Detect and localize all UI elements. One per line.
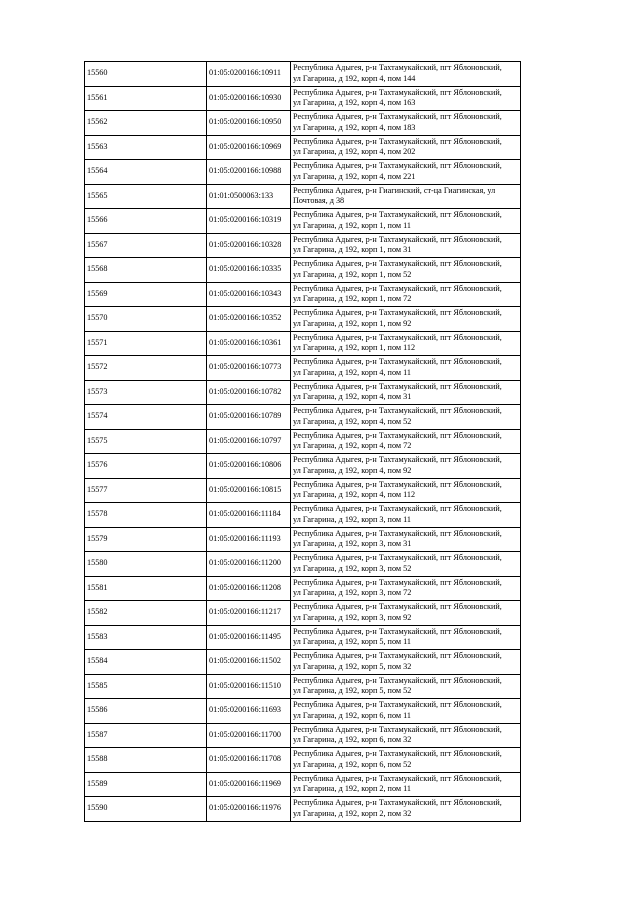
row-number: 15561 [85,86,207,111]
address-cell [291,478,521,503]
cadastral-number: 01:05:0200166:11700 [207,723,291,748]
row-number: 15565 [85,184,207,209]
row-number: 15568 [85,258,207,283]
address-line-1: Республика Адыгея, р-н Тахтамукайский, пгт Яблоновский, [293,626,502,636]
address-line-2: ул Гагарина, д 192, корп 1, пом 92 [293,318,412,328]
address-line-2: ул Гагарина, д 192, корп 6, пом 11 [293,710,411,720]
address-line-1: Республика Адыгея, р-н Тахтамукайский, пгт Яблоновский, [293,504,502,514]
row-number: 15578 [85,503,207,528]
row-number: 15586 [85,699,207,724]
row-number: 15562 [85,111,207,136]
address-line-1: Республика Адыгея, р-н Тахтамукайский, пгт Яблоновский, [293,700,502,710]
table-row [85,307,521,332]
address-line-2: ул Гагарина, д 192, корп 2, пом 11 [293,784,411,794]
table-row [85,478,521,503]
address-cell [291,429,521,454]
row-number: 15582 [85,601,207,626]
address-line-1: Республика Адыгея, р-н Тахтамукайский, пгт Яблоновский, [293,749,502,759]
address-cell [291,674,521,699]
table-row [85,527,521,552]
row-number: 15574 [85,405,207,430]
table-row [85,160,521,185]
row-number: 15566 [85,209,207,234]
row-number: 15567 [85,233,207,258]
cadastral-number: 01:05:0200166:11200 [207,552,291,577]
cadastral-number: 01:05:0200166:10319 [207,209,291,234]
cadastral-number: 01:05:0200166:11708 [207,748,291,773]
table-row [85,576,521,601]
address-line-2: ул Гагарина, д 192, корп 4, пом 112 [293,490,416,500]
address-cell [291,723,521,748]
address-cell [291,160,521,185]
cadastral-number: 01:05:0200166:10343 [207,282,291,307]
address-cell [291,601,521,626]
table-row [85,772,521,797]
row-number: 15579 [85,527,207,552]
cadastral-number: 01:05:0200166:10930 [207,86,291,111]
cadastral-number: 01:05:0200166:11969 [207,772,291,797]
address-cell [291,748,521,773]
address-line-2: ул Гагарина, д 192, корп 1, пом 112 [293,343,416,353]
address-line-2: ул Гагарина, д 192, корп 2, пом 32 [293,808,412,818]
address-cell [291,576,521,601]
address-line-2: ул Гагарина, д 192, корп 1, пом 52 [293,269,412,279]
address-line-1: Республика Адыгея, р-н Тахтамукайский, пгт Яблоновский, [293,651,502,661]
cadastral-number: 01:05:0200166:10969 [207,135,291,160]
table-row [85,282,521,307]
table-row [85,454,521,479]
address-line-1: Республика Адыгея, р-н Тахтамукайский, пгт Яблоновский, [293,479,502,489]
address-cell [291,527,521,552]
address-line-2: ул Гагарина, д 192, корп 3, пом 31 [293,539,412,549]
address-cell [291,552,521,577]
row-number: 15585 [85,674,207,699]
cadastral-number: 01:05:0200166:10806 [207,454,291,479]
address-line-1: Республика Адыгея, р-н Гиагинский, ст-ца Гиагинская, ул [293,185,496,195]
cadastral-number: 01:01:0500063:133 [207,184,291,209]
address-line-1: Республика Адыгея, р-н Тахтамукайский, пгт Яблоновский, [293,430,502,440]
row-number: 15571 [85,331,207,356]
address-line-1: Республика Адыгея, р-н Тахтамукайский, пгт Яблоновский, [293,161,502,171]
row-number: 15564 [85,160,207,185]
address-line-1: Республика Адыгея, р-н Тахтамукайский, пгт Яблоновский, [293,308,502,318]
table-row [85,331,521,356]
address-cell [291,135,521,160]
address-cell [291,405,521,430]
cadastral-number: 01:05:0200166:11208 [207,576,291,601]
cadastral-number: 01:05:0200166:10352 [207,307,291,332]
table-row [85,62,521,87]
table-row [85,723,521,748]
address-line-2: ул Гагарина, д 192, корп 4, пом 183 [293,122,416,132]
address-line-2: ул Гагарина, д 192, корп 4, пом 52 [293,416,412,426]
address-line-1: Республика Адыгея, р-н Тахтамукайский, пгт Яблоновский, [293,87,502,97]
table-row [85,111,521,136]
address-line-1: Республика Адыгея, р-н Тахтамукайский, пгт Яблоновский, [293,602,502,612]
address-line-2: ул Гагарина, д 192, корп 6, пом 52 [293,759,412,769]
address-line-1: Республика Адыгея, р-н Тахтамукайский, пгт Яблоновский, [293,259,502,269]
address-line-2: ул Гагарина, д 192, корп 4, пом 92 [293,465,412,475]
cadastral-number: 01:05:0200166:10950 [207,111,291,136]
address-cell [291,797,521,822]
cadastral-number: 01:05:0200166:11495 [207,625,291,650]
cadastral-number: 01:05:0200166:11693 [207,699,291,724]
row-number: 15573 [85,380,207,405]
table-row [85,797,521,822]
address-line-1: Республика Адыгея, р-н Тахтамукайский, пгт Яблоновский, [293,112,502,122]
table-row [85,552,521,577]
row-number: 15569 [85,282,207,307]
address-line-1: Республика Адыгея, р-н Тахтамукайский, пгт Яблоновский, [293,283,502,293]
table-row [85,650,521,675]
address-cell [291,86,521,111]
address-line-2: ул Гагарина, д 192, корп 3, пом 92 [293,612,412,622]
address-line-1: Республика Адыгея, р-н Тахтамукайский, пгт Яблоновский, [293,406,502,416]
row-number: 15572 [85,356,207,381]
row-number: 15589 [85,772,207,797]
cadastral-number: 01:05:0200166:11510 [207,674,291,699]
address-line-2: Почтовая, д 38 [293,196,345,206]
cadastral-number: 01:05:0200166:10335 [207,258,291,283]
cadastral-number: 01:05:0200166:11193 [207,527,291,552]
table-row [85,625,521,650]
table-row [85,748,521,773]
row-number: 15583 [85,625,207,650]
address-line-2: ул Гагарина, д 192, корп 3, пом 11 [293,514,411,524]
table-row [85,405,521,430]
table-row [85,601,521,626]
address-line-1: Республика Адыгея, р-н Тахтамукайский, пгт Яблоновский, [293,773,502,783]
address-line-1: Республика Адыгея, р-н Тахтамукайский, пгт Яблоновский, [293,210,502,220]
table-row [85,209,521,234]
address-line-2: ул Гагарина, д 192, корп 3, пом 52 [293,563,412,573]
table-row [85,258,521,283]
address-line-1: Республика Адыгея, р-н Тахтамукайский, пгт Яблоновский, [293,528,502,538]
address-line-1: Республика Адыгея, р-н Тахтамукайский, пгт Яблоновский, [293,724,502,734]
address-line-2: ул Гагарина, д 192, корп 5, пом 32 [293,661,412,671]
address-cell [291,209,521,234]
table-row [85,674,521,699]
cadastral-number: 01:05:0200166:10782 [207,380,291,405]
address-cell [291,282,521,307]
address-cell [291,380,521,405]
address-line-1: Республика Адыгея, р-н Тахтамукайский, пгт Яблоновский, [293,136,502,146]
address-line-2: ул Гагарина, д 192, корп 3, пом 72 [293,588,412,598]
address-cell [291,62,521,87]
address-cell [291,454,521,479]
address-line-2: ул Гагарина, д 192, корп 4, пом 163 [293,98,416,108]
address-line-2: ул Гагарина, д 192, корп 5, пом 52 [293,686,412,696]
row-number: 15588 [85,748,207,773]
address-line-2: ул Гагарина, д 192, корп 4, пом 221 [293,171,416,181]
cadastral-number: 01:05:0200166:10797 [207,429,291,454]
table-row [85,86,521,111]
cadastral-number: 01:05:0200166:10789 [207,405,291,430]
table-row [85,356,521,381]
address-cell [291,111,521,136]
address-line-2: ул Гагарина, д 192, корп 5, пом 11 [293,637,411,647]
registry-rows [85,62,521,822]
address-line-1: Республика Адыгея, р-н Тахтамукайский, пгт Яблоновский, [293,332,502,342]
row-number: 15590 [85,797,207,822]
address-cell [291,233,521,258]
address-line-1: Республика Адыгея, р-н Тахтамукайский, пгт Яблоновский, [293,357,502,367]
address-line-1: Республика Адыгея, р-н Тахтамукайский, пгт Яблоновский, [293,675,502,685]
address-line-1: Республика Адыгея, р-н Тахтамукайский, пгт Яблоновский, [293,63,502,73]
address-line-2: ул Гагарина, д 192, корп 1, пом 11 [293,220,411,230]
row-number: 15584 [85,650,207,675]
address-line-2: ул Гагарина, д 192, корп 4, пом 31 [293,392,412,402]
address-line-1: Республика Адыгея, р-н Тахтамукайский, пгт Яблоновский, [293,553,502,563]
cadastral-number: 01:05:0200166:10988 [207,160,291,185]
address-line-2: ул Гагарина, д 192, корп 4, пом 144 [293,73,416,83]
address-line-2: ул Гагарина, д 192, корп 4, пом 202 [293,147,416,157]
registry-table [84,61,521,822]
table-row [85,184,521,209]
cadastral-number: 01:05:0200166:11184 [207,503,291,528]
address-cell [291,772,521,797]
address-line-1: Республика Адыгея, р-н Тахтамукайский, пгт Яблоновский, [293,455,502,465]
cadastral-number: 01:05:0200166:11502 [207,650,291,675]
address-line-2: ул Гагарина, д 192, корп 1, пом 31 [293,245,412,255]
cadastral-number: 01:05:0200166:10773 [207,356,291,381]
row-number: 15580 [85,552,207,577]
cadastral-number: 01:05:0200166:10815 [207,478,291,503]
address-cell [291,184,521,209]
table-row [85,699,521,724]
address-line-1: Республика Адыгея, р-н Тахтамукайский, пгт Яблоновский, [293,234,502,244]
address-cell [291,356,521,381]
address-line-1: Республика Адыгея, р-н Тахтамукайский, пгт Яблоновский, [293,798,502,808]
address-line-2: ул Гагарина, д 192, корп 4, пом 11 [293,367,411,377]
row-number: 15570 [85,307,207,332]
cadastral-number: 01:05:0200166:11976 [207,797,291,822]
row-number: 15581 [85,576,207,601]
table-row [85,503,521,528]
table-row [85,429,521,454]
address-cell [291,307,521,332]
cadastral-number: 01:05:0200166:10328 [207,233,291,258]
address-line-1: Республика Адыгея, р-н Тахтамукайский, пгт Яблоновский, [293,577,502,587]
address-cell [291,699,521,724]
address-cell [291,503,521,528]
address-cell [291,625,521,650]
row-number: 15560 [85,62,207,87]
address-line-1: Республика Адыгея, р-н Тахтамукайский, пгт Яблоновский, [293,381,502,391]
address-cell [291,650,521,675]
cadastral-number: 01:05:0200166:11217 [207,601,291,626]
table-row [85,380,521,405]
row-number: 15587 [85,723,207,748]
address-cell [291,258,521,283]
row-number: 15563 [85,135,207,160]
table-row [85,135,521,160]
table-row [85,233,521,258]
row-number: 15575 [85,429,207,454]
cadastral-number: 01:05:0200166:10361 [207,331,291,356]
address-line-2: ул Гагарина, д 192, корп 1, пом 72 [293,294,412,304]
row-number: 15576 [85,454,207,479]
address-cell [291,331,521,356]
row-number: 15577 [85,478,207,503]
address-line-2: ул Гагарина, д 192, корп 4, пом 72 [293,441,412,451]
address-line-2: ул Гагарина, д 192, корп 6, пом 32 [293,735,412,745]
cadastral-number: 01:05:0200166:10911 [207,62,291,87]
